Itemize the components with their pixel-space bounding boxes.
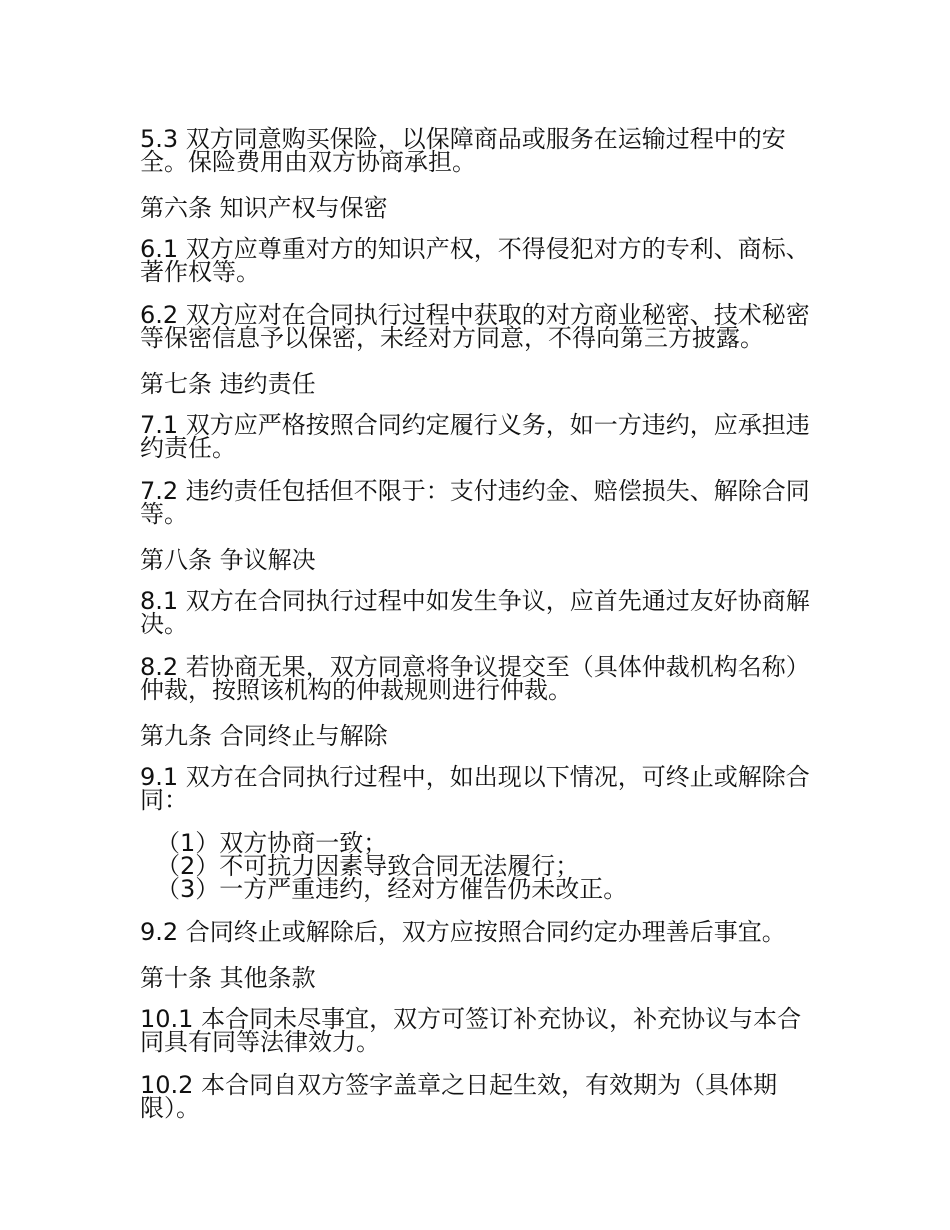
- article-9-heading: 第九条 合同终止与解除: [140, 722, 388, 750]
- clause-6-1: 6.1 双方应尊重对方的知识产权，不得侵犯对方的专利、商标、著作权等。: [140, 235, 810, 286]
- clause-9-2: 9.2 合同终止或解除后，双方应按照合同约定办理善后事宜。: [140, 918, 786, 946]
- list-item: （3）一方严重违约，经对方催告仍未改正。: [156, 875, 628, 903]
- clause-5-3: 5.3 双方同意购买保险，以保障商品或服务在运输过程中的安全。保险费用由双方协商承担。: [140, 125, 786, 176]
- clause-9-1: 9.1 双方在合同执行过程中，如出现以下情况，可终止或解除合同：: [140, 763, 810, 814]
- clause-6-2: 6.2 双方应对在合同执行过程中获取的对方商业秘密、技术秘密等保密信息予以保密，未经对方同意，不得向第三方披露。: [140, 301, 810, 352]
- clause-8-2: 8.2 若协商无果，双方同意将争议提交至（具体仲裁机构名称）仲裁，按照该机构的仲裁规则进行仲裁。: [140, 653, 810, 704]
- clause-9-1-conditions: [156, 829, 810, 903]
- list-item: （2）不可抗力因素导致合同无法履行；: [156, 852, 580, 880]
- article-6-heading: 第六条 知识产权与保密: [140, 194, 388, 222]
- clause-8-1: 8.1 双方在合同执行过程中如发生争议，应首先通过友好协商解决。: [140, 587, 810, 638]
- clause-10-1: 10.1 本合同未尽事宜，双方可签订补充协议，补充协议与本合同具有同等法律效力。: [140, 1005, 802, 1056]
- clause-10-2: 10.2 本合同自双方签字盖章之日起生效，有效期为（具体期限）。: [140, 1071, 778, 1122]
- document-page: [140, 125, 810, 1140]
- article-7-heading: 第七条 违约责任: [140, 370, 316, 398]
- article-10-heading: 第十条 其他条款: [140, 964, 316, 992]
- article-8-heading: 第八条 争议解决: [140, 546, 316, 574]
- list-item: （1）双方协商一致；: [156, 829, 388, 857]
- clause-7-2: 7.2 违约责任包括但不限于：支付违约金、赔偿损失、解除合同等。: [140, 477, 810, 528]
- clause-7-1: 7.1 双方应严格按照合同约定履行义务，如一方违约，应承担违约责任。: [140, 411, 810, 462]
